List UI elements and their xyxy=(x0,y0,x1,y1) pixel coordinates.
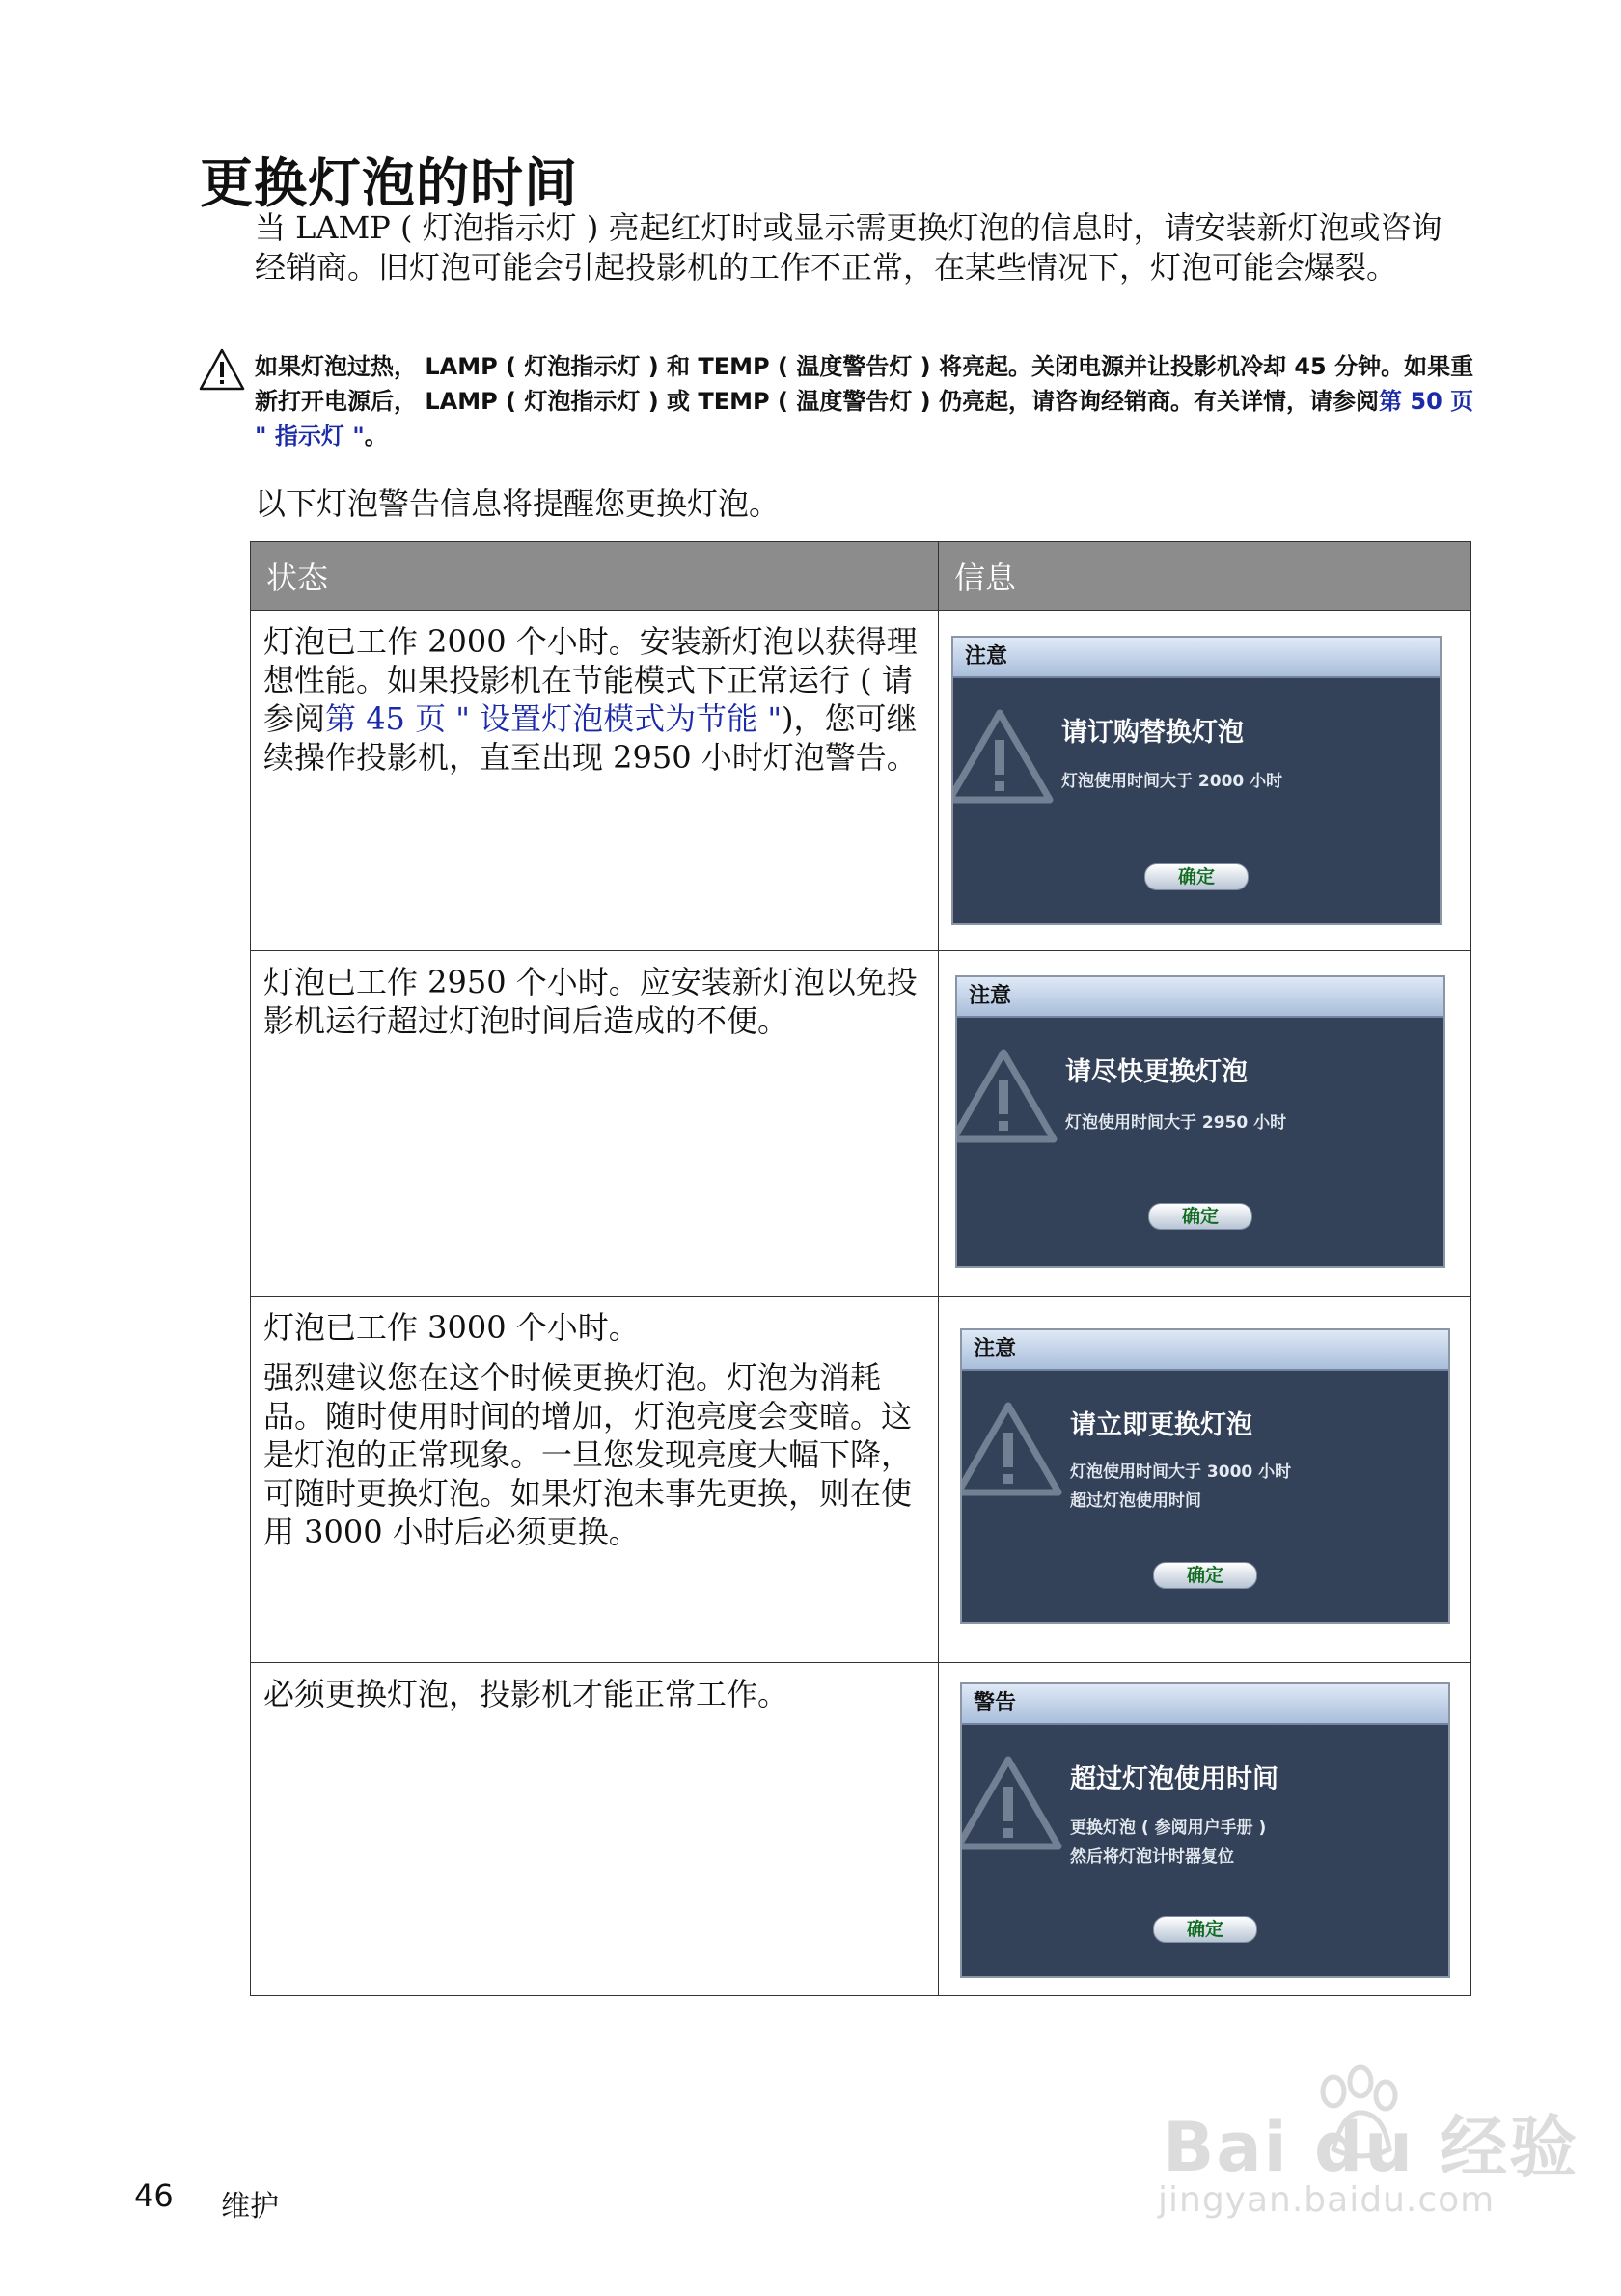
ok-button[interactable]: 确定 xyxy=(1153,1916,1257,1943)
lead-sentence: 以下灯泡警告信息将提醒您更换灯泡。 xyxy=(255,485,781,522)
page-number: 46 xyxy=(134,2177,174,2214)
ok-button[interactable]: 确定 xyxy=(1144,863,1249,890)
status-text: 必须更换灯泡，投影机才能正常工作。 xyxy=(263,1676,789,1712)
dialog-header: 注意 xyxy=(957,977,1443,1018)
table-row xyxy=(251,1297,1471,1663)
column-header-message: 信息 xyxy=(939,542,1471,611)
status-page-link[interactable]: 第 45 页 " 设置灯泡模式为节能 " xyxy=(325,700,783,737)
table-row xyxy=(251,1663,1471,1996)
warning-triangle-icon xyxy=(951,707,1054,804)
dialog-title: 超过灯泡使用时间 xyxy=(1070,1764,1278,1794)
status-text: 强烈建议您在这个时候更换灯泡。灯泡为消耗品。随时使用时间的增加，灯泡亮度会变暗。这是灯泡的正常现象。一旦您发现亮度大幅下降，可随时更换灯泡。如果灯泡未事先更换，则在使用 3000 小时后必须更换。 xyxy=(263,1359,913,1550)
dialog-message-line: 然后将灯泡计时器复位 xyxy=(1070,1847,1234,1867)
osd-dialog xyxy=(960,1328,1450,1624)
dialog-message-line: 超过灯泡使用时间 xyxy=(1070,1491,1201,1511)
osd-dialog xyxy=(955,975,1445,1268)
dialog-message-line: 更换灯泡 ( 参阅用户手册 ) xyxy=(1070,1818,1267,1838)
status-cell xyxy=(251,1297,939,1663)
warning-triangle-icon xyxy=(955,1047,1058,1143)
status-text: 灯泡已工作 2000 个小时。安装新灯泡以获得理想性能。如果投影机在节能模式下正常运行 ( 请参阅 xyxy=(263,623,918,737)
dialog-header: 注意 xyxy=(953,638,1440,678)
column-header-status: 状态 xyxy=(251,542,939,611)
warning-triangle-icon xyxy=(198,347,246,392)
section-name: 维护 xyxy=(221,2190,279,2224)
message-cell xyxy=(939,1297,1471,1663)
ok-button[interactable]: 确定 xyxy=(1148,1203,1252,1230)
osd-dialog xyxy=(951,636,1442,925)
intro-paragraph: 当 LAMP ( 灯泡指示灯 ) 亮起红灯时或显示需更换灯泡的信息时，请安装新灯泡或咨询经销商。旧灯泡可能会引起投影机的工作不正常，在某些情况下，灯泡可能会爆裂。 xyxy=(255,209,1442,286)
dialog-message-line: 灯泡使用时间大于 2950 小时 xyxy=(1065,1113,1287,1133)
watermark-brand: Bai du 经验 xyxy=(1163,2108,1580,2187)
message-cell xyxy=(939,611,1471,951)
status-text-end: )，您可继续操作投影机，直至出现 2950 小时灯泡警告。 xyxy=(263,700,918,776)
table-row xyxy=(251,951,1471,1297)
dialog-message-line: 灯泡使用时间大于 2000 小时 xyxy=(1061,772,1283,791)
message-cell xyxy=(939,1663,1471,1996)
lamp-warning-table xyxy=(250,541,1471,1996)
ok-button[interactable]: 确定 xyxy=(1153,1562,1257,1589)
status-cell xyxy=(251,951,939,1297)
message-cell xyxy=(939,951,1471,1297)
dialog-message-line: 灯泡使用时间大于 3000 小时 xyxy=(1070,1462,1292,1482)
warning-triangle-icon xyxy=(960,1754,1062,1850)
caution-text-end: 。 xyxy=(364,423,388,450)
table-header-row xyxy=(251,542,1471,611)
table-row xyxy=(251,611,1471,951)
caution-text: 如果灯泡过热， LAMP ( 灯泡指示灯 ) 和 TEMP ( 温度警告灯 ) 将亮起。关闭电源并让投影机冷却 45 分钟。如果重新打开电源后， LAMP ( 灯泡指示灯 ) 或 TEMP ( 温度警告灯 ) 仍亮起，请咨询经销商。有关详情，请参阅 xyxy=(255,353,1474,415)
page-title: 更换灯泡的时间 xyxy=(200,152,579,214)
dialog-title: 请尽快更换灯泡 xyxy=(1065,1057,1248,1087)
watermark-url: jingyan.baidu.com xyxy=(1158,2180,1496,2220)
status-cell xyxy=(251,611,939,951)
warning-triangle-icon xyxy=(960,1400,1062,1496)
dialog-header: 警告 xyxy=(962,1684,1448,1725)
dialog-title: 请订购替换灯泡 xyxy=(1061,718,1244,748)
status-cell xyxy=(251,1663,939,1996)
dialog-title: 请立即更换灯泡 xyxy=(1070,1410,1252,1440)
caution-note xyxy=(255,349,1475,453)
osd-dialog xyxy=(960,1682,1450,1978)
status-text: 灯泡已工作 2950 个小时。应安装新灯泡以免投影机运行超过灯泡时间后造成的不便。 xyxy=(263,964,918,1039)
status-text: 灯泡已工作 3000 个小时。 xyxy=(263,1309,640,1346)
caution-page-link[interactable]: 第 50 页 " 指示灯 " xyxy=(255,388,1474,450)
dialog-header: 注意 xyxy=(962,1330,1448,1371)
